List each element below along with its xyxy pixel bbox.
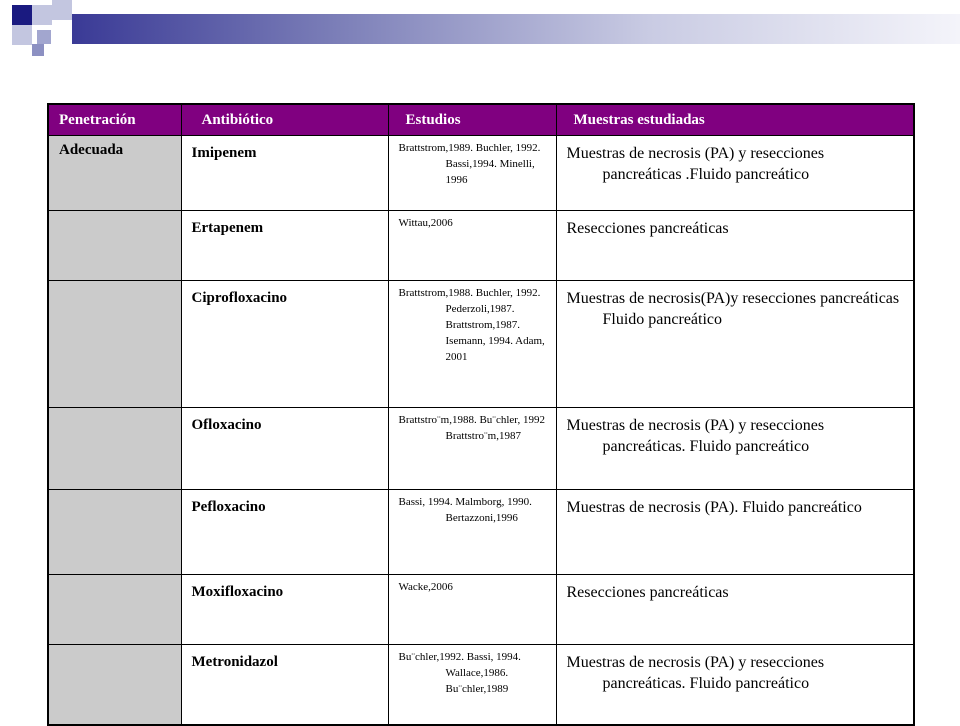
decorative-square (12, 5, 32, 25)
cell-penetracion (48, 281, 181, 408)
estudios-text: Brattstrom,1988. Buchler, 1992. Pederzoli,1987. Brattstrom,1987. Isemann, 1994. Adam, 2001 (398, 287, 545, 363)
muestras-text: Muestras de necrosis (PA) y resecciones pancreáticas. Fluido pancreático (566, 417, 825, 455)
table-header-row (48, 104, 914, 136)
cell-muestras (556, 490, 914, 575)
cell-muestras (556, 136, 914, 211)
estudios-text: Wacke,2006 (398, 581, 453, 593)
cell-estudios (388, 408, 556, 490)
cell-estudios (388, 281, 556, 408)
cell-muestras (556, 281, 914, 408)
table-row (48, 211, 914, 281)
cell-antibiotico: Ertapenem (181, 211, 388, 281)
cell-penetracion (48, 645, 181, 726)
column-header-antibiotico: Antibiótico (181, 104, 388, 136)
cell-muestras (556, 645, 914, 726)
antibiotic-penetration-table (47, 103, 915, 726)
decorative-square (52, 0, 72, 20)
decorative-square (12, 25, 32, 45)
cell-muestras (556, 575, 914, 645)
table-row (48, 408, 914, 490)
cell-penetracion (48, 408, 181, 490)
decorative-gradient-bar (72, 14, 960, 44)
estudios-text: Brattstrom,1989. Buchler, 1992. Bassi,1994. Minelli, 1996 (398, 142, 541, 186)
cell-antibiotico: Imipenem (181, 136, 388, 211)
decorative-square (37, 30, 51, 44)
cell-estudios (388, 490, 556, 575)
column-header-penetracion: Penetración (48, 104, 181, 136)
cell-antibiotico: Ciprofloxacino (181, 281, 388, 408)
cell-estudios (388, 136, 556, 211)
decorative-square (32, 5, 52, 25)
decorative-square (32, 44, 44, 56)
muestras-text: Resecciones pancreáticas (566, 584, 729, 601)
cell-penetracion (48, 211, 181, 281)
estudios-text: Brattstro¨m,1988. Bu¨chler, 1992 Brattstro¨m,1987 (398, 414, 546, 442)
cell-estudios (388, 211, 556, 281)
table-row (48, 490, 914, 575)
table-row (48, 575, 914, 645)
estudios-text: Wittau,2006 (398, 217, 453, 229)
cell-penetracion: Adecuada (48, 136, 181, 211)
cell-antibiotico: Ofloxacino (181, 408, 388, 490)
cell-estudios (388, 575, 556, 645)
muestras-text: Resecciones pancreáticas (566, 220, 729, 237)
cell-penetracion (48, 490, 181, 575)
muestras-text: Muestras de necrosis(PA)y resecciones pancreáticas Fluido pancreático (566, 290, 900, 328)
column-header-muestras: Muestras estudiadas (556, 104, 914, 136)
table-row (48, 136, 914, 211)
estudios-text: Bassi, 1994. Malmborg, 1990. Bertazzoni,1996 (398, 496, 532, 524)
cell-estudios (388, 645, 556, 726)
cell-antibiotico: Metronidazol (181, 645, 388, 726)
cell-penetracion (48, 575, 181, 645)
cell-antibiotico: Moxifloxacino (181, 575, 388, 645)
column-header-estudios: Estudios (388, 104, 556, 136)
muestras-text: Muestras de necrosis (PA). Fluido pancreático (566, 499, 862, 516)
cell-muestras (556, 408, 914, 490)
cell-muestras (556, 211, 914, 281)
muestras-text: Muestras de necrosis (PA) y resecciones pancreáticas. Fluido pancreático (566, 654, 825, 692)
table-row (48, 281, 914, 408)
estudios-text: Bu¨chler,1992. Bassi, 1994. Wallace,1986. Bu¨chler,1989 (398, 651, 521, 695)
cell-antibiotico: Pefloxacino (181, 490, 388, 575)
muestras-text: Muestras de necrosis (PA) y resecciones pancreáticas .Fluido pancreático (566, 145, 825, 183)
table-row (48, 645, 914, 726)
